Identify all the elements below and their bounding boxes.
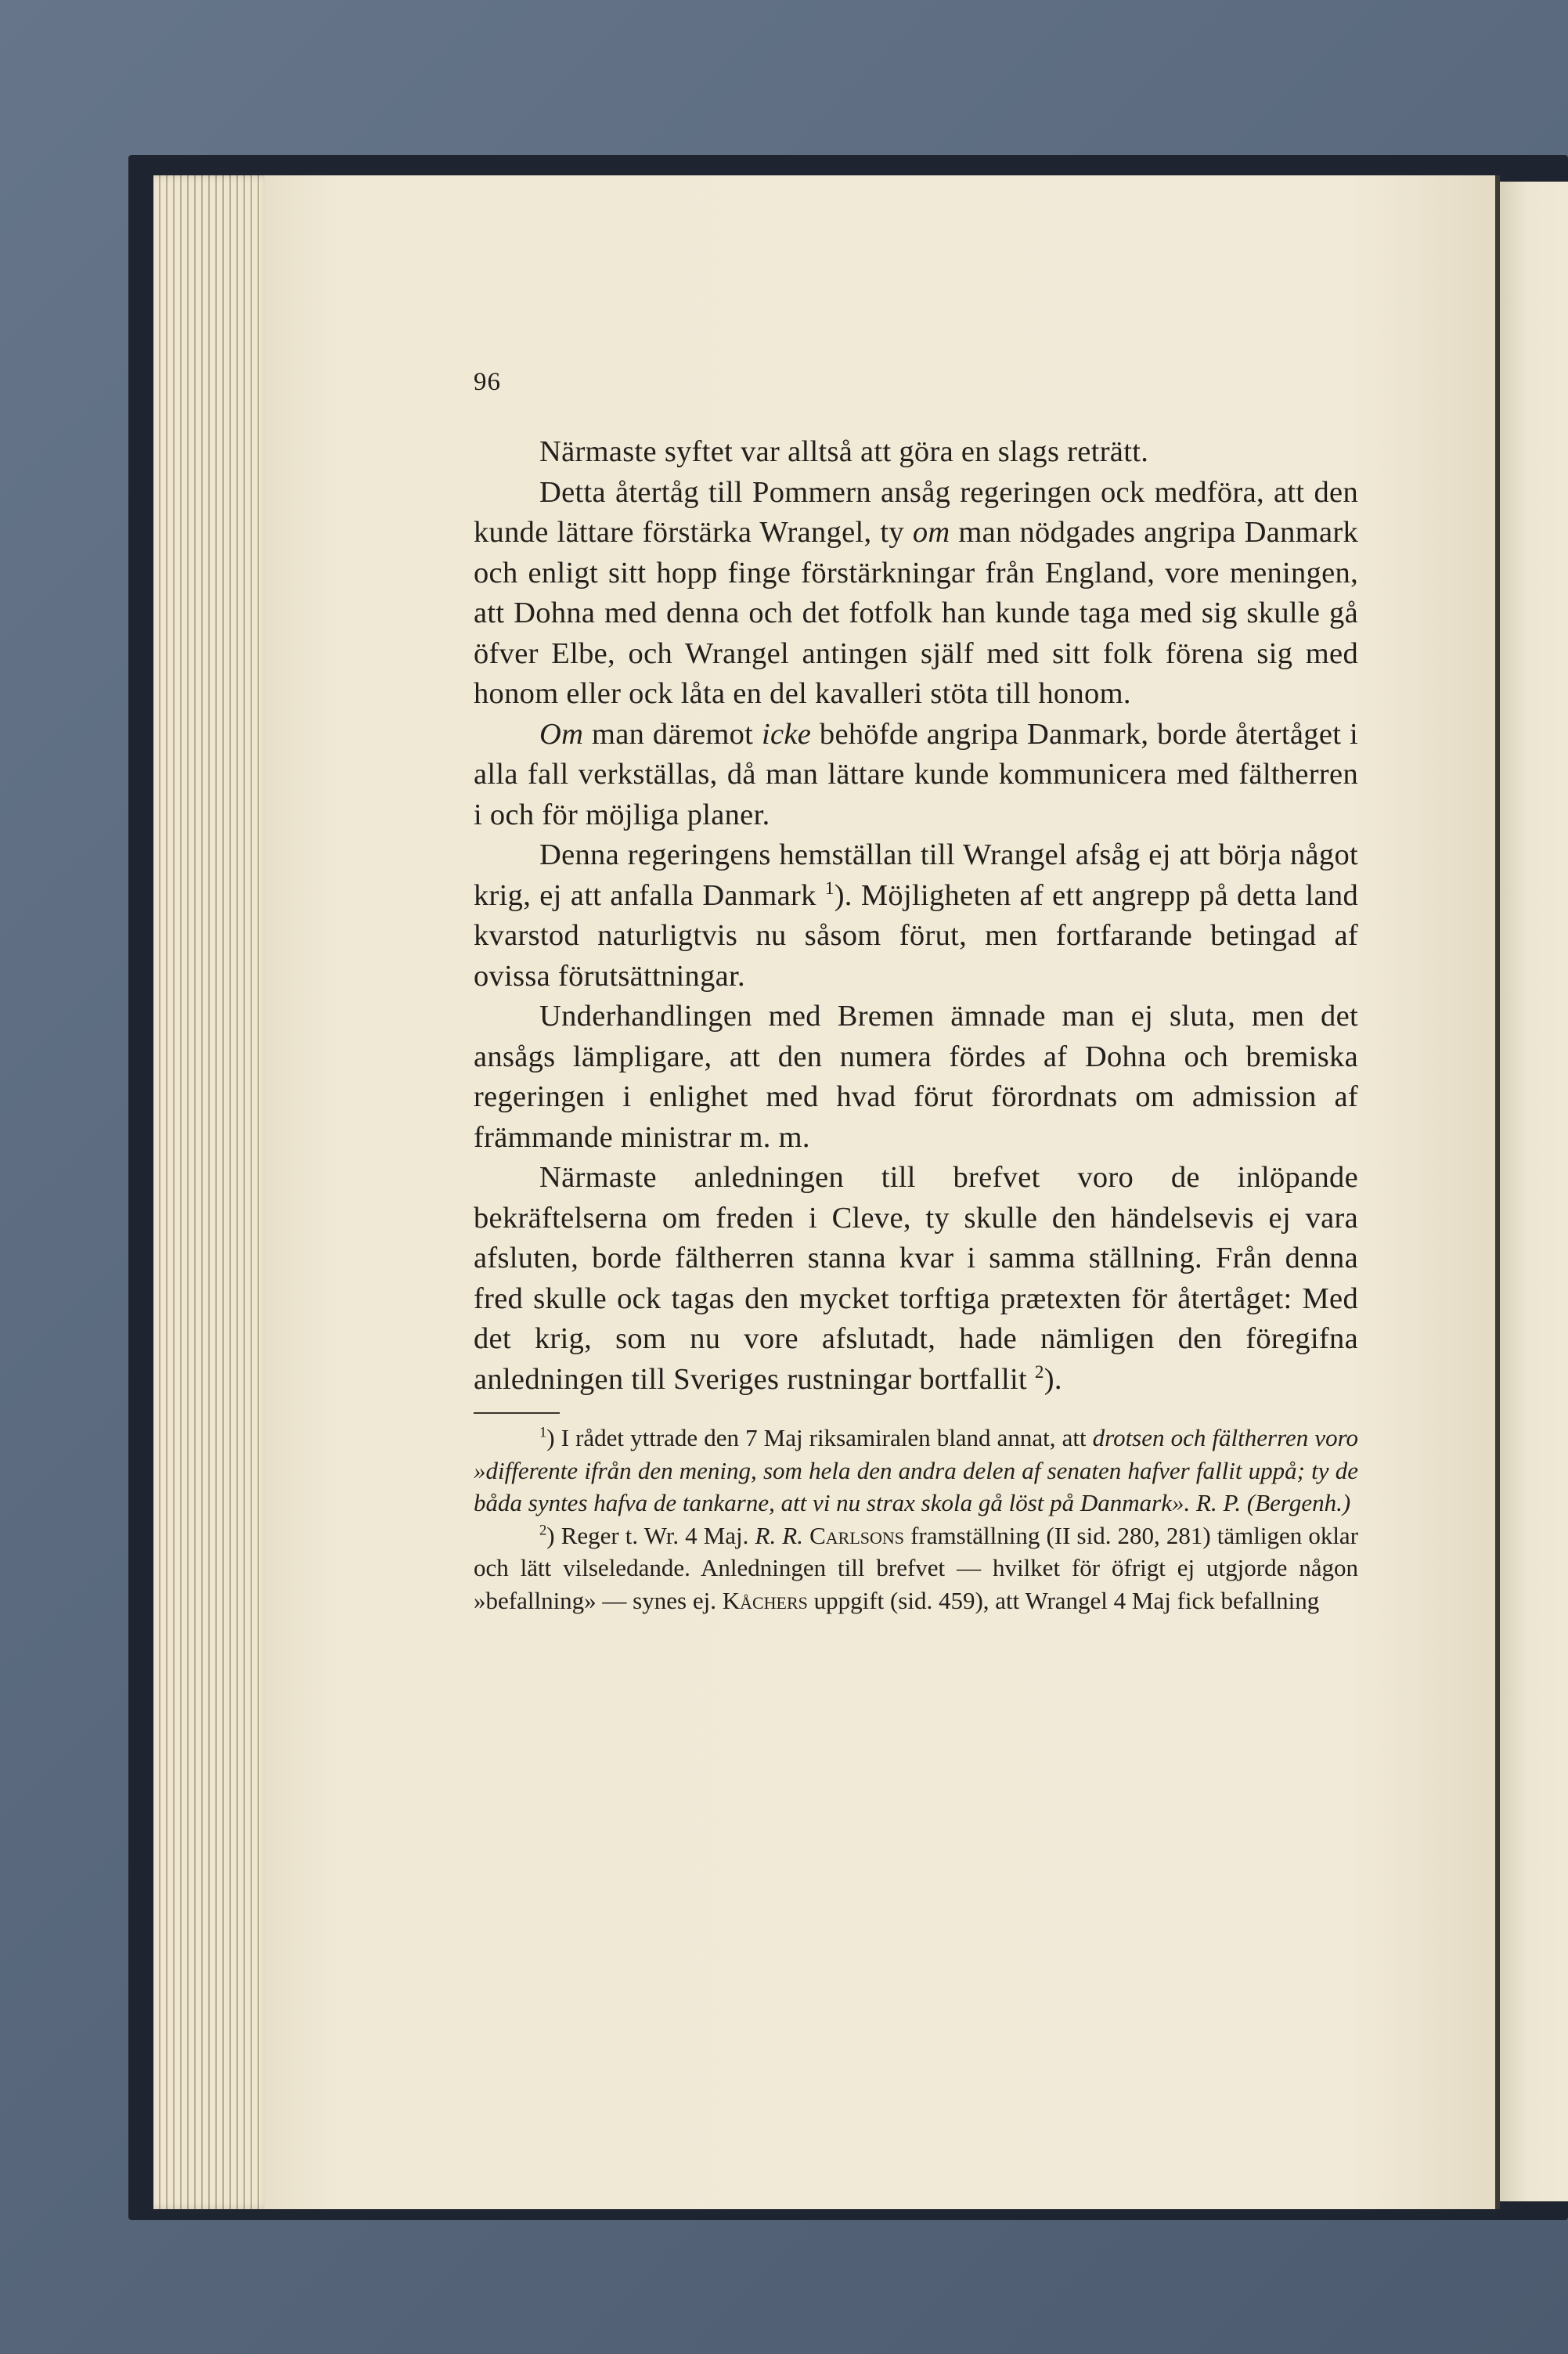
paragraph (474, 997, 1358, 1158)
text-run: Om (539, 717, 584, 751)
page-edges (153, 175, 271, 2209)
footnotes (474, 1422, 1358, 1617)
text-run: Carlsons (809, 1521, 905, 1549)
text-run: ). Möjligheten af ett angrepp på detta land kvarstod naturligtvis nu såsom förut, men fortfarande betingad af ovissa förutsättningar. (474, 878, 1358, 993)
text-run: 1 (539, 1424, 547, 1441)
text-run: 2 (539, 1522, 547, 1539)
paragraph (474, 1158, 1358, 1400)
footnote (474, 1519, 1358, 1617)
paragraph (474, 715, 1358, 836)
text-run: icke (761, 717, 812, 751)
text-run: Närmaste anledningen till brefvet voro de inlöpande bekräftelserna om freden i Cleve, ty skulle den händelsevis ej vara afsluten, borde fältherren stanna kvar i samma ställning. Från denna fred skulle ock tagas den mycket torftiga prætexten för återtåget: Med det krig, som nu vore afslutadt, hade nämligen den föregifna anledningen till Sveriges rustningar bortfallit (474, 1161, 1358, 1396)
page-content (474, 368, 1358, 1617)
text-run: man däremot (583, 717, 762, 751)
text-run: 1 (824, 877, 834, 898)
text-run: R. R. (755, 1521, 803, 1549)
text-run: Kåchers (722, 1586, 808, 1614)
paragraph (474, 473, 1358, 715)
text-run: man nödgades angripa Danmark och enligt sitt hopp finge förstärkningar från England, vore meningen, att Dohna med denna och det fotfolk han kunde taga med sig skulle gå öfver Elbe, och Wrangel antingen själf med sitt folk förena sig med honom eller ock låta en del kavalleri stöta till honom. (474, 516, 1358, 710)
facing-page-edge (1500, 182, 1568, 2201)
text-run: 2 (1034, 1361, 1044, 1382)
paragraph (474, 432, 1358, 473)
footnote-rule (474, 1412, 560, 1414)
text-run: Underhandlingen med Bremen ämnade man ej sluta, men det ansågs lämpligare, att den numera fördes af Dohna och bremiska regeringen i enlighet med hvad förut förordnats om admission af främmande ministrar m. m. (474, 1000, 1358, 1154)
text-run: uppgift (sid. 459), att Wrangel 4 Maj fick befallning (807, 1586, 1320, 1614)
text-run (803, 1522, 809, 1549)
text-run: Denna regeringens hemställan till Wrangel afsåg ej att börja något krig, ej att anfalla Danmark (474, 838, 1358, 912)
text-run: ) I rådet yttrade den 7 Maj riksamiralen bland annat, att (546, 1424, 1093, 1451)
page-number: 96 (474, 368, 501, 396)
text-run: framställning (II sid. 280, 281) tämligen oklar och lätt vilseledande. Anledningen till brefvet — hvilket för öfrigt ej utgjorde någon »befallning» — synes ej. (474, 1521, 1359, 1614)
text-run: drotsen och fältherren voro »differente ifrån den mening, som hela den andra delen af senaten hafver fallit uppå; ty de båda syntes hafva de tankarne, att vi nu strax skola gå löst på Danmark». R. P. (Bergenh.) (474, 1424, 1358, 1516)
text-run: ) Reger t. Wr. 4 Maj. (546, 1521, 755, 1549)
text-run: Närmaste syftet var alltså att göra en slags reträtt. (539, 435, 1149, 468)
text-run: behöfde angripa Danmark, borde återtåget i alla fall verkställas, då man lättare kunde kommunicera med fältherren i och för möjliga planer. (474, 717, 1358, 831)
paragraph (474, 835, 1358, 997)
body-text (474, 432, 1358, 1400)
text-run: Detta återtåg till Pommern ansåg regeringen ock medföra, att den kunde lättare förstärka Wrangel, ty (474, 475, 1358, 549)
footnote (474, 1422, 1358, 1519)
text-run: ). (1044, 1362, 1062, 1396)
text-run: om (912, 516, 950, 549)
